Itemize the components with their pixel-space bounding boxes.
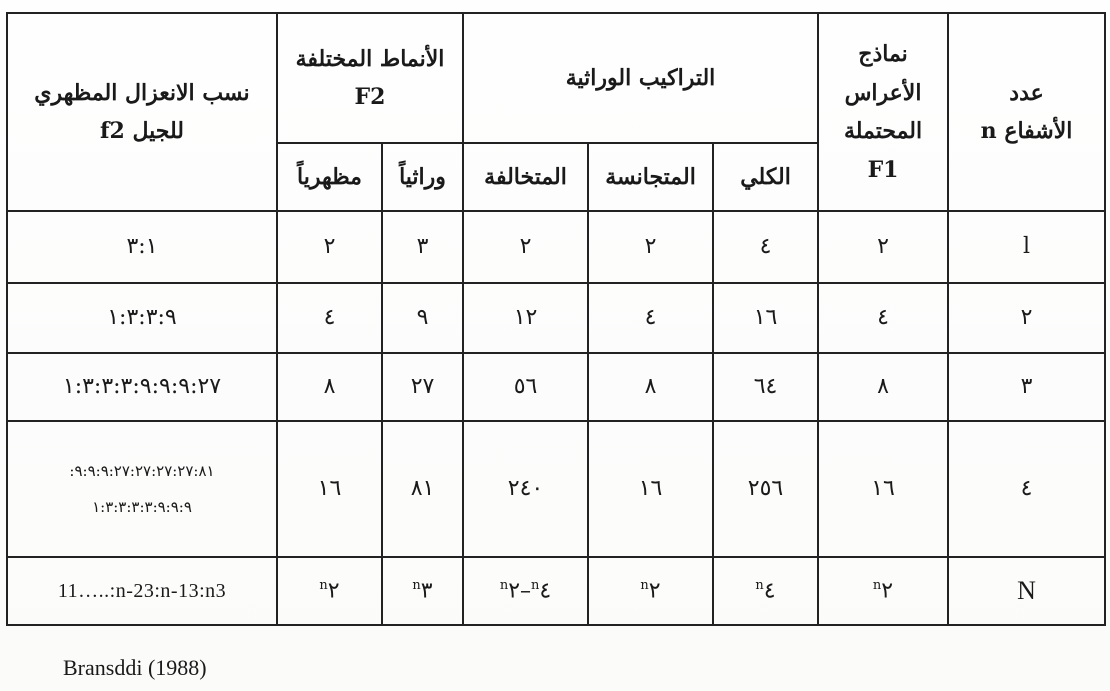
phenotypic-cell: ٢ bbox=[277, 211, 382, 283]
total-cell: ٦٤ bbox=[713, 353, 818, 421]
ratio-line-2: ١:٣:٣:٣:٣:٩:٩:٩ bbox=[92, 498, 192, 516]
homozygous-cell: ٢ bbox=[588, 211, 713, 283]
gametes-cell: ٢ bbox=[818, 211, 948, 283]
ratio-cell: 11…..:n-23:n-13:n3 bbox=[7, 557, 277, 625]
pairs-cell: ٢ bbox=[948, 283, 1105, 353]
homozygous-cell: ٤ bbox=[588, 283, 713, 353]
heterozygous-cell: ١٢ bbox=[463, 283, 588, 353]
phenotypic-cell: ٤ bbox=[277, 283, 382, 353]
header-genetic: وراثياً bbox=[382, 143, 463, 211]
pairs-cell: N bbox=[948, 557, 1105, 625]
pairs-cell: l bbox=[948, 211, 1105, 283]
citation: Bransddi (1988) bbox=[63, 655, 207, 680]
header-heterozygous: المتخالفة bbox=[463, 143, 588, 211]
gametes-cell: ١٦ bbox=[818, 421, 948, 557]
table-row bbox=[7, 557, 1105, 625]
ratio-cell bbox=[7, 421, 277, 557]
header-row-1 bbox=[7, 13, 1105, 143]
homozygous-cell: $^n$٢ bbox=[588, 557, 713, 625]
phenotypic-cell: ١٦ bbox=[277, 421, 382, 557]
genetic-cell: ٣ bbox=[382, 211, 463, 283]
genetic-cell: ٢٧ bbox=[382, 353, 463, 421]
header-gamete-models: نماذج الأعراس المحتملة F1 bbox=[818, 13, 948, 211]
header-different-forms: الأنماط المختلفة F2 bbox=[277, 13, 463, 143]
gametes-cell: $^n$٢ bbox=[818, 557, 948, 625]
table-row bbox=[7, 283, 1105, 353]
header-segregation-ratios: نسب الانعزال المظهري للجيل f2 bbox=[7, 13, 277, 211]
header-genetic-structures: التراكيب الوراثية bbox=[463, 13, 818, 143]
heterozygous-cell: ٥٦ bbox=[463, 353, 588, 421]
heterozygous-cell: ٢٤٠ bbox=[463, 421, 588, 557]
heterozygous-cell: $^n$٢–$^n$٤ bbox=[463, 557, 588, 625]
header-phenotypic: مظهرياً bbox=[277, 143, 382, 211]
genetic-cell: ٨١ bbox=[382, 421, 463, 557]
total-cell: ٤ bbox=[713, 211, 818, 283]
homozygous-cell: ٨ bbox=[588, 353, 713, 421]
ratio-cell: ١:٣:٣:٩ bbox=[7, 283, 277, 353]
pairs-cell: ٣ bbox=[948, 353, 1105, 421]
phenotypic-cell: $^n$٢ bbox=[277, 557, 382, 625]
genetic-cell: ٩ bbox=[382, 283, 463, 353]
total-cell: $^n$٤ bbox=[713, 557, 818, 625]
table-row bbox=[7, 421, 1105, 557]
gametes-cell: ٨ bbox=[818, 353, 948, 421]
gametes-cell: ٤ bbox=[818, 283, 948, 353]
total-cell: ١٦ bbox=[713, 283, 818, 353]
pairs-cell: ٤ bbox=[948, 421, 1105, 557]
ratio-cell: ٣:١ bbox=[7, 211, 277, 283]
table-row bbox=[7, 211, 1105, 283]
genetic-cell: $^n$٣ bbox=[382, 557, 463, 625]
ratio-cell: ١:٣:٣:٣:٩:٩:٩:٢٧ bbox=[7, 353, 277, 421]
genetics-table bbox=[6, 12, 1106, 626]
homozygous-cell: ١٦ bbox=[588, 421, 713, 557]
header-pair-count: عدد الأشفاع n bbox=[948, 13, 1105, 211]
ratio-line-1: ٩:٩:٩:٢٧:٢٧:٢٧:٢٧:٨١: bbox=[69, 462, 215, 480]
header-total: الكلي bbox=[713, 143, 818, 211]
header-homozygous: المتجانسة bbox=[588, 143, 713, 211]
phenotypic-cell: ٨ bbox=[277, 353, 382, 421]
table-row bbox=[7, 353, 1105, 421]
total-cell: ٢٥٦ bbox=[713, 421, 818, 557]
heterozygous-cell: ٢ bbox=[463, 211, 588, 283]
